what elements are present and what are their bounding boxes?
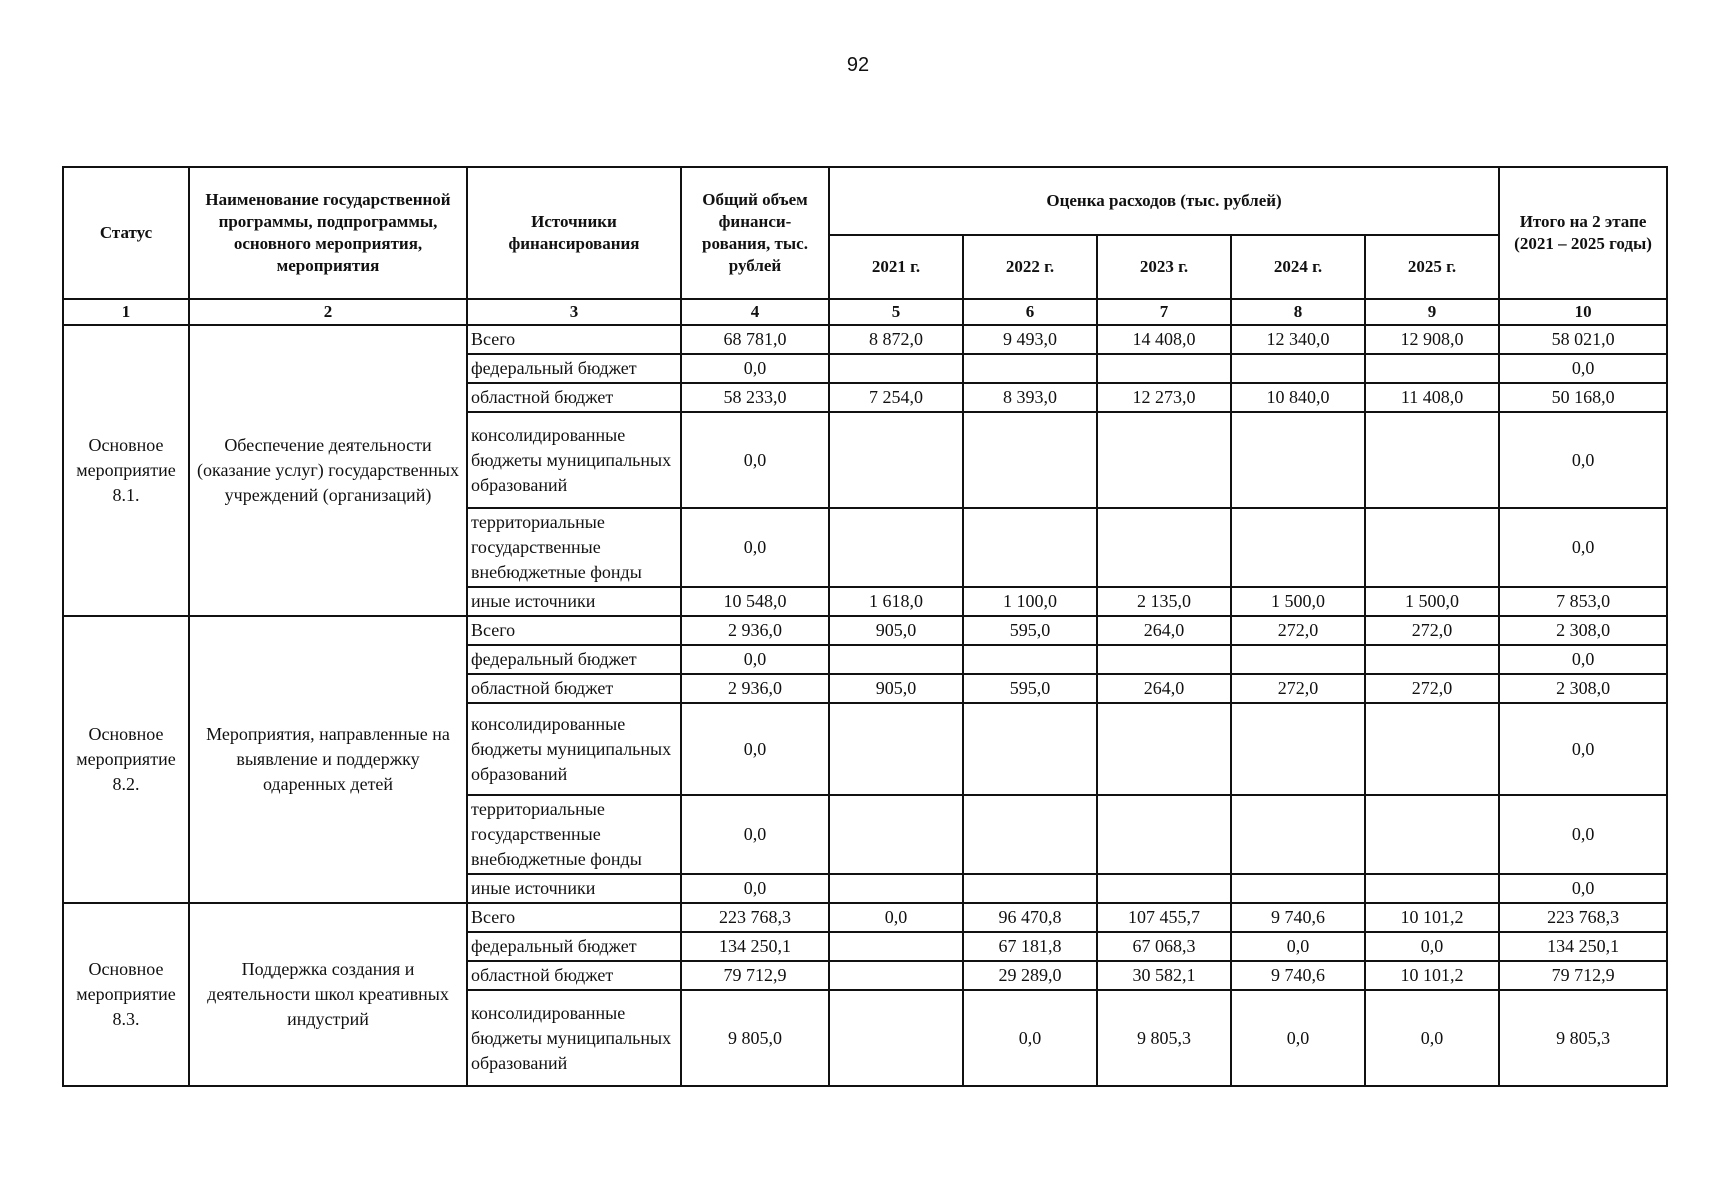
source-cell: иные источники — [467, 874, 681, 903]
header-status: Статус — [63, 167, 189, 299]
value-cell: 96 470,8 — [963, 903, 1097, 932]
value-cell: 0,0 — [681, 645, 829, 674]
value-cell: 7 254,0 — [829, 383, 963, 412]
value-cell: 0,0 — [1499, 703, 1667, 795]
value-cell — [1231, 354, 1365, 383]
table-body — [63, 325, 1667, 1086]
value-cell: 68 781,0 — [681, 325, 829, 354]
value-cell — [963, 412, 1097, 508]
value-cell: 264,0 — [1097, 616, 1231, 645]
budget-table — [62, 166, 1668, 1087]
value-cell: 0,0 — [681, 412, 829, 508]
source-cell: Всего — [467, 903, 681, 932]
value-cell: 134 250,1 — [1499, 932, 1667, 961]
value-cell — [1097, 645, 1231, 674]
value-cell: 14 408,0 — [1097, 325, 1231, 354]
source-cell: областной бюджет — [467, 383, 681, 412]
value-cell — [1365, 874, 1499, 903]
value-cell: 2 308,0 — [1499, 616, 1667, 645]
value-cell: 79 712,9 — [681, 961, 829, 990]
value-cell: 0,0 — [1365, 932, 1499, 961]
value-cell — [1365, 645, 1499, 674]
value-cell: 0,0 — [1231, 990, 1365, 1086]
source-cell: областной бюджет — [467, 961, 681, 990]
value-cell — [963, 703, 1097, 795]
value-cell: 264,0 — [1097, 674, 1231, 703]
value-cell: 58 021,0 — [1499, 325, 1667, 354]
header-sources: Источники финансирования — [467, 167, 681, 299]
header-year: 2024 г. — [1231, 235, 1365, 299]
value-cell: 9 805,0 — [681, 990, 829, 1086]
value-cell — [963, 354, 1097, 383]
value-cell — [1231, 795, 1365, 874]
value-cell: 9 805,3 — [1097, 990, 1231, 1086]
value-cell: 0,0 — [681, 795, 829, 874]
value-cell: 11 408,0 — [1365, 383, 1499, 412]
value-cell: 595,0 — [963, 674, 1097, 703]
value-cell — [963, 645, 1097, 674]
header-total: Общий объем финанси-рования, тыс. рублей — [681, 167, 829, 299]
source-cell: консолидированные бюджеты муниципальных образований — [467, 990, 681, 1086]
value-cell — [1097, 354, 1231, 383]
source-cell: территориальные государственные внебюджетные фонды — [467, 795, 681, 874]
value-cell: 12 908,0 — [1365, 325, 1499, 354]
status-cell: Основное мероприятие 8.1. — [63, 325, 189, 616]
value-cell: 905,0 — [829, 674, 963, 703]
value-cell — [1231, 412, 1365, 508]
value-cell — [1231, 874, 1365, 903]
value-cell — [829, 795, 963, 874]
column-number: 3 — [467, 299, 681, 325]
value-cell: 67 068,3 — [1097, 932, 1231, 961]
value-cell: 0,0 — [1499, 874, 1667, 903]
source-cell: Всего — [467, 325, 681, 354]
header-name: Наименование государственной программы, подпрограммы, основного мероприятия, мероприятия — [189, 167, 467, 299]
column-number: 8 — [1231, 299, 1365, 325]
value-cell — [1097, 508, 1231, 587]
value-cell: 79 712,9 — [1499, 961, 1667, 990]
value-cell: 8 393,0 — [963, 383, 1097, 412]
value-cell — [1231, 703, 1365, 795]
value-cell: 9 740,6 — [1231, 903, 1365, 932]
source-cell: Всего — [467, 616, 681, 645]
status-cell: Основное мероприятие 8.3. — [63, 903, 189, 1086]
column-number: 2 — [189, 299, 467, 325]
value-cell — [829, 932, 963, 961]
source-cell: федеральный бюджет — [467, 645, 681, 674]
header-year: 2025 г. — [1365, 235, 1499, 299]
value-cell: 0,0 — [1499, 795, 1667, 874]
value-cell: 223 768,3 — [1499, 903, 1667, 932]
column-number: 10 — [1499, 299, 1667, 325]
value-cell — [963, 874, 1097, 903]
source-cell: консолидированные бюджеты муниципальных образований — [467, 412, 681, 508]
name-cell: Мероприятия, направленные на выявление и поддержку одаренных детей — [189, 616, 467, 903]
value-cell: 107 455,7 — [1097, 903, 1231, 932]
value-cell — [829, 703, 963, 795]
name-cell: Поддержка создания и деятельности школ креативных индустрий — [189, 903, 467, 1086]
column-number: 5 — [829, 299, 963, 325]
source-cell: территориальные государственные внебюджетные фонды — [467, 508, 681, 587]
column-number: 1 — [63, 299, 189, 325]
value-cell: 30 582,1 — [1097, 961, 1231, 990]
value-cell: 0,0 — [681, 508, 829, 587]
value-cell: 2 936,0 — [681, 616, 829, 645]
source-cell: областной бюджет — [467, 674, 681, 703]
value-cell — [829, 508, 963, 587]
value-cell: 12 273,0 — [1097, 383, 1231, 412]
value-cell — [1231, 645, 1365, 674]
value-cell: 0,0 — [829, 903, 963, 932]
value-cell: 0,0 — [681, 354, 829, 383]
table-header — [63, 167, 1667, 325]
value-cell — [1365, 508, 1499, 587]
value-cell: 0,0 — [1365, 990, 1499, 1086]
value-cell — [829, 961, 963, 990]
value-cell: 134 250,1 — [681, 932, 829, 961]
value-cell: 9 805,3 — [1499, 990, 1667, 1086]
value-cell: 905,0 — [829, 616, 963, 645]
value-cell — [829, 645, 963, 674]
value-cell: 272,0 — [1231, 674, 1365, 703]
value-cell — [963, 508, 1097, 587]
column-number: 6 — [963, 299, 1097, 325]
value-cell: 2 135,0 — [1097, 587, 1231, 616]
value-cell: 29 289,0 — [963, 961, 1097, 990]
column-number: 4 — [681, 299, 829, 325]
value-cell: 2 936,0 — [681, 674, 829, 703]
value-cell: 0,0 — [681, 703, 829, 795]
value-cell: 0,0 — [1499, 412, 1667, 508]
header-year: 2022 г. — [963, 235, 1097, 299]
value-cell: 58 233,0 — [681, 383, 829, 412]
table-row — [63, 616, 1667, 645]
value-cell: 223 768,3 — [681, 903, 829, 932]
value-cell — [1097, 412, 1231, 508]
column-number-row — [63, 299, 1667, 325]
value-cell — [829, 990, 963, 1086]
value-cell: 1 618,0 — [829, 587, 963, 616]
header-year: 2023 г. — [1097, 235, 1231, 299]
value-cell: 0,0 — [1499, 508, 1667, 587]
value-cell: 0,0 — [1499, 354, 1667, 383]
source-cell: иные источники — [467, 587, 681, 616]
header-estimate: Оценка расходов (тыс. рублей) — [829, 167, 1499, 235]
value-cell: 0,0 — [963, 990, 1097, 1086]
value-cell: 1 100,0 — [963, 587, 1097, 616]
value-cell — [829, 412, 963, 508]
value-cell: 272,0 — [1365, 616, 1499, 645]
value-cell: 12 340,0 — [1231, 325, 1365, 354]
value-cell: 67 181,8 — [963, 932, 1097, 961]
status-cell: Основное мероприятие 8.2. — [63, 616, 189, 903]
value-cell — [1365, 703, 1499, 795]
value-cell — [1097, 703, 1231, 795]
value-cell: 9 740,6 — [1231, 961, 1365, 990]
value-cell — [1097, 795, 1231, 874]
value-cell: 0,0 — [1499, 645, 1667, 674]
table-row — [63, 903, 1667, 932]
value-cell: 10 840,0 — [1231, 383, 1365, 412]
value-cell: 595,0 — [963, 616, 1097, 645]
value-cell: 10 101,2 — [1365, 903, 1499, 932]
header-stage-total: Итого на 2 этапе (2021 – 2025 годы) — [1499, 167, 1667, 299]
name-cell: Обеспечение деятельности (оказание услуг) государственных учреждений (организаций) — [189, 325, 467, 616]
value-cell — [1231, 508, 1365, 587]
column-number: 7 — [1097, 299, 1231, 325]
value-cell: 8 872,0 — [829, 325, 963, 354]
table-wrapper — [62, 166, 1668, 1087]
value-cell: 1 500,0 — [1231, 587, 1365, 616]
value-cell: 9 493,0 — [963, 325, 1097, 354]
table-row — [63, 325, 1667, 354]
value-cell: 50 168,0 — [1499, 383, 1667, 412]
value-cell: 10 548,0 — [681, 587, 829, 616]
value-cell: 10 101,2 — [1365, 961, 1499, 990]
value-cell: 7 853,0 — [1499, 587, 1667, 616]
value-cell — [963, 795, 1097, 874]
column-number: 9 — [1365, 299, 1499, 325]
value-cell — [1365, 354, 1499, 383]
value-cell — [1097, 874, 1231, 903]
value-cell: 272,0 — [1365, 674, 1499, 703]
value-cell: 0,0 — [1231, 932, 1365, 961]
value-cell: 0,0 — [681, 874, 829, 903]
value-cell: 2 308,0 — [1499, 674, 1667, 703]
value-cell — [1365, 795, 1499, 874]
value-cell — [829, 354, 963, 383]
source-cell: консолидированные бюджеты муниципальных образований — [467, 703, 681, 795]
value-cell — [1365, 412, 1499, 508]
source-cell: федеральный бюджет — [467, 354, 681, 383]
value-cell: 272,0 — [1231, 616, 1365, 645]
page-number: 92 — [846, 54, 870, 76]
source-cell: федеральный бюджет — [467, 932, 681, 961]
value-cell: 1 500,0 — [1365, 587, 1499, 616]
header-year: 2021 г. — [829, 235, 963, 299]
value-cell — [829, 874, 963, 903]
